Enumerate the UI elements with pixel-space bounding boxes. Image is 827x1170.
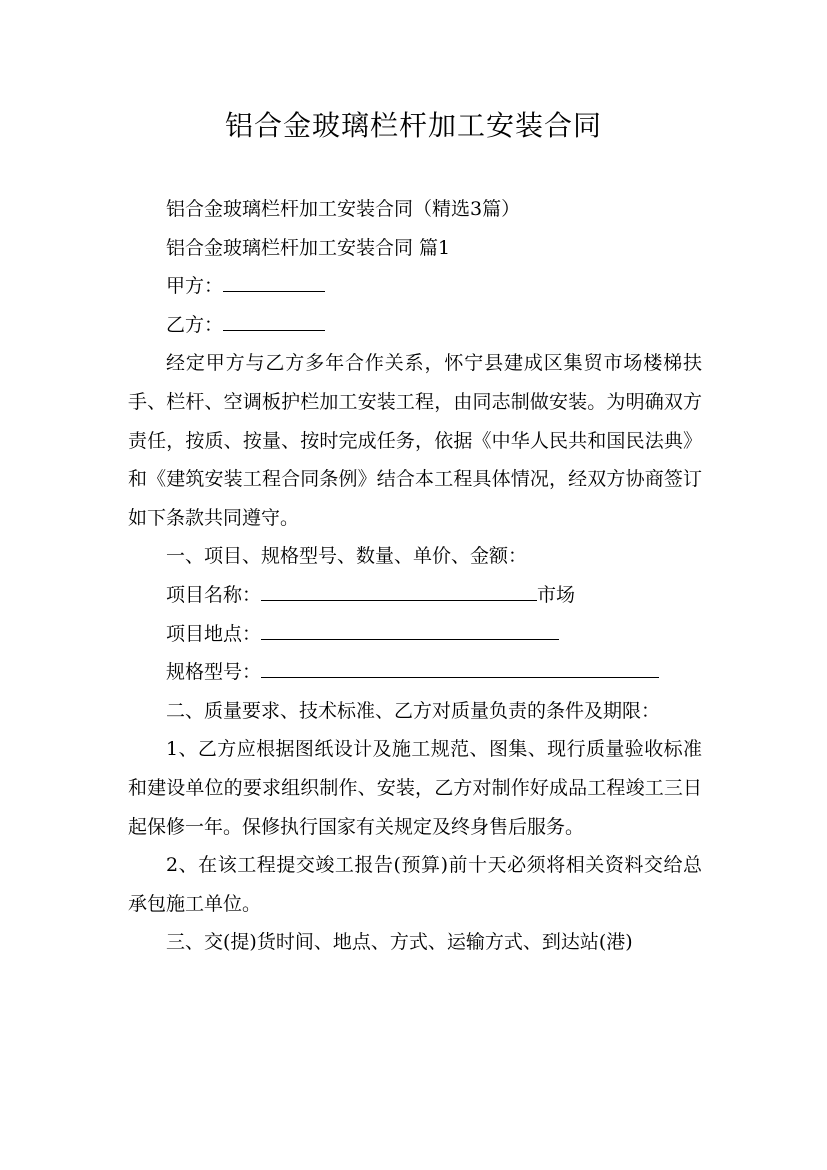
party-b-line <box>128 306 702 345</box>
project-name-label: 项目名称： <box>166 583 262 606</box>
clause-2: 2、在该工程提交竣工报告(预算)前十天必须将相关资料交给总承包施工单位。 <box>128 854 702 915</box>
intro-paragraph: 经定甲方与乙方多年合作关系，怀宁县建成区集贸市场楼梯扶手、栏杆、空调板护栏加工安装工程，由同志制做安装。为明确双方责任，按质、按量、按时完成任务，依据《中华人民共和国民法典》和《建筑安装工程合同条例》结合本工程具体情况，经双方协商签订如下条款共同遵守。 <box>128 352 702 529</box>
section-1-heading: 一、项目、规格型号、数量、单价、金额： <box>166 545 528 568</box>
section-2-heading: 二、质量要求、技术标准、乙方对质量负责的条件及期限： <box>166 699 661 722</box>
project-name-line <box>128 576 702 615</box>
chapter-heading: 铝合金玻璃栏杆加工安装合同 篇1 <box>166 236 451 259</box>
spec-blank <box>261 655 659 678</box>
clause-1: 1、乙方应根据图纸设计及施工规范、图集、现行质量验收标准和建设单位的要求组织制作、安装，乙方对制作好成品工程竣工三日起保修一年。保修执行国家有关规定及终身售后服务。 <box>128 738 702 838</box>
party-b-label: 乙方： <box>166 313 224 336</box>
project-name-blank <box>261 578 537 601</box>
project-location-blank <box>261 617 559 640</box>
party-a-label: 甲方： <box>166 275 224 298</box>
party-a-blank <box>223 269 325 292</box>
party-b-blank <box>223 308 325 331</box>
project-name-suffix: 市场 <box>537 583 576 606</box>
spec-label: 规格型号： <box>166 661 262 684</box>
section-3-heading: 三、交(提)货时间、地点、方式、运输方式、到达站(港) <box>166 931 633 954</box>
party-a-line <box>128 267 702 306</box>
project-location-line <box>128 615 702 654</box>
document-subtitle: 铝合金玻璃栏杆加工安装合同（精选3篇） <box>166 198 521 220</box>
document-body <box>128 190 702 962</box>
project-location-label: 项目地点： <box>166 622 262 645</box>
spec-line <box>128 653 702 692</box>
document-title: 铝合金玻璃栏杆加工安装合同 <box>224 109 602 142</box>
